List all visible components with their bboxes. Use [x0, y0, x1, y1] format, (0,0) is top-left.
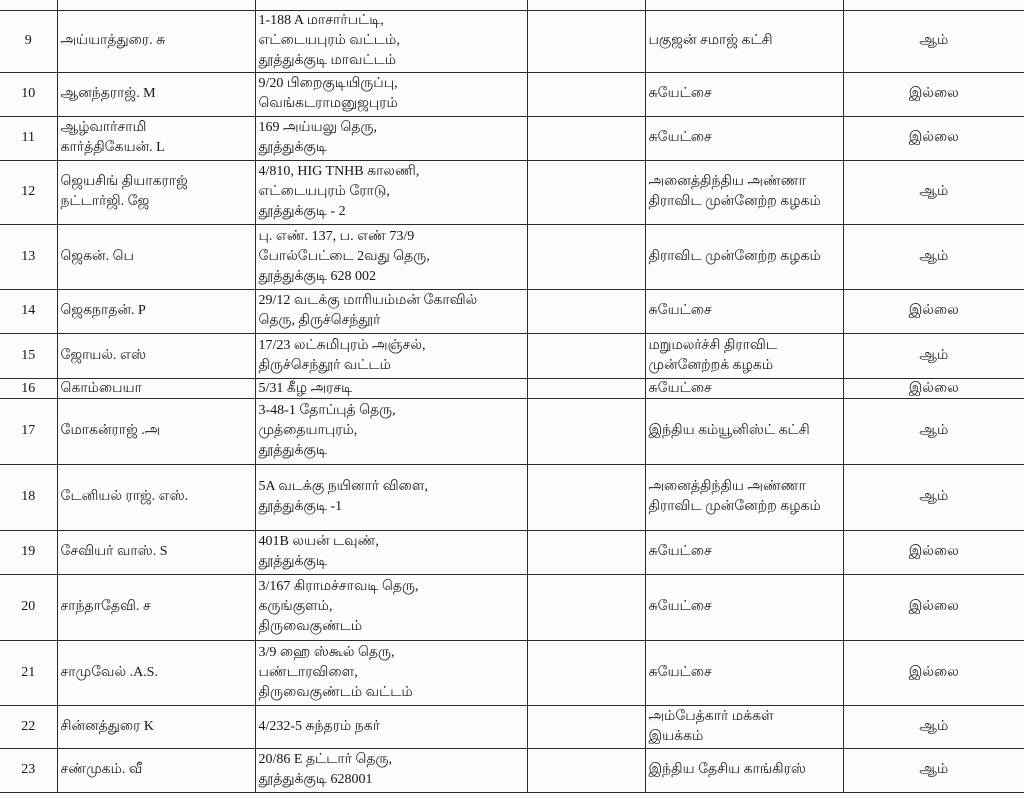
status-cell: இல்லை	[843, 530, 1024, 574]
blank-cell	[527, 289, 645, 333]
status-cell: இல்லை	[843, 640, 1024, 705]
party-cell: சுயேட்சை	[645, 289, 843, 333]
blank-cell	[527, 574, 645, 640]
status-cell: இல்லை	[843, 574, 1024, 640]
party-cell: இந்திய கம்யூனிஸ்ட் கட்சி	[645, 398, 843, 464]
status-cell: ஆம்	[843, 160, 1024, 224]
table-row	[0, 398, 1024, 464]
blank-cell	[527, 398, 645, 464]
serial-number-cell: 18	[0, 464, 57, 530]
serial-number-cell: 11	[0, 116, 57, 160]
address-cell: 1-188 A மாசார்பட்டி, எட்டையபுரம் வட்டம், தூத்துக்குடி மாவட்டம்	[255, 10, 527, 72]
status-cell: ஆம்	[843, 224, 1024, 289]
address-cell: 4/810, HIG TNHB காலணி, எட்டையபுரம் ரோடு, தூத்துக்குடி - 2	[255, 160, 527, 224]
party-cell: சுயேட்சை	[645, 574, 843, 640]
address-cell: 29/12 வடக்கு மாரியம்மன் கோவில் தெரு, திருச்செந்தூர்	[255, 289, 527, 333]
party-cell: அனைத்திந்திய அண்ணா திராவிட முன்னேற்ற கழகம்	[645, 464, 843, 530]
partial-cell	[527, 0, 645, 10]
address-cell: 17/23 லட்சுமிபுரம் அஞ்சல், திருச்செந்தூர் வட்டம்	[255, 333, 527, 378]
status-cell: ஆம்	[843, 748, 1024, 792]
candidate-name-cell: ஆழ்வார்சாமி கார்த்திகேயன். L	[57, 116, 255, 160]
address-cell: 3-48-1 தோப்புத் தெரு, முத்தையாபுரம், தூத்துக்குடி	[255, 398, 527, 464]
party-cell: சுயேட்சை	[645, 72, 843, 116]
blank-cell	[527, 640, 645, 705]
party-cell: சுயேட்சை	[645, 640, 843, 705]
serial-number-cell: 13	[0, 224, 57, 289]
candidate-name-cell: சாந்தாதேவி. ச	[57, 574, 255, 640]
address-cell: 169 அய்யலு தெரு, தூத்துக்குடி	[255, 116, 527, 160]
serial-number-cell: 22	[0, 705, 57, 748]
party-cell: மறுமலர்ச்சி திராவிட முன்னேற்றக் கழகம்	[645, 333, 843, 378]
status-cell: இல்லை	[843, 378, 1024, 398]
table-row	[0, 160, 1024, 224]
table-row	[0, 530, 1024, 574]
table-row	[0, 378, 1024, 398]
blank-cell	[527, 224, 645, 289]
serial-number-cell: 19	[0, 530, 57, 574]
status-cell: இல்லை	[843, 289, 1024, 333]
table-row	[0, 333, 1024, 378]
candidate-name-cell: ஜோயல். எஸ்	[57, 333, 255, 378]
blank-cell	[527, 116, 645, 160]
serial-number-cell: 21	[0, 640, 57, 705]
candidate-name-cell: சண்முகம். வீ	[57, 748, 255, 792]
blank-cell	[527, 10, 645, 72]
address-cell: 4/232-5 சுந்தரம் நகர்	[255, 705, 527, 748]
table-row	[0, 574, 1024, 640]
candidate-name-cell: ஜெயசிங் தியாகராஜ் நட்டார்ஜி. ஜே	[57, 160, 255, 224]
party-cell: பகுஜன் சமாஜ் கட்சி	[645, 10, 843, 72]
table-row	[0, 116, 1024, 160]
status-cell: ஆம்	[843, 398, 1024, 464]
table-row	[0, 10, 1024, 72]
party-cell: அனைத்திந்திய அண்ணா திராவிட முன்னேற்ற கழகம்	[645, 160, 843, 224]
candidate-name-cell: அய்யாத்துரை. சு	[57, 10, 255, 72]
blank-cell	[527, 378, 645, 398]
party-cell: சுயேட்சை	[645, 530, 843, 574]
table-row	[0, 289, 1024, 333]
candidate-name-cell: சேவியர் வாஸ். S	[57, 530, 255, 574]
blank-cell	[527, 72, 645, 116]
candidate-name-cell: ஆனந்தராஜ். M	[57, 72, 255, 116]
address-cell: பு. எண். 137, ப. எண் 73/9 போல்பேட்டை 2வது தெரு, தூத்துக்குடி 628 002	[255, 224, 527, 289]
serial-number-cell: 14	[0, 289, 57, 333]
candidate-name-cell: டேனியல் ராஜ். எஸ்.	[57, 464, 255, 530]
serial-number-cell: 16	[0, 378, 57, 398]
table-row	[0, 640, 1024, 705]
candidate-name-cell: ஜெகநாதன். P	[57, 289, 255, 333]
address-cell: 401B லயன் டவுண், தூத்துக்குடி	[255, 530, 527, 574]
table-row	[0, 464, 1024, 530]
status-cell: இல்லை	[843, 116, 1024, 160]
serial-number-cell: 20	[0, 574, 57, 640]
blank-cell	[527, 530, 645, 574]
candidate-name-cell: ஜெகன். பெ	[57, 224, 255, 289]
address-cell: 3/9 ஹை ஸ்கூல் தெரு, பண்டாரவிளை, திருவைகுண்டம் வட்டம்	[255, 640, 527, 705]
party-cell: அம்பேத்கார் மக்கள் இயக்கம்	[645, 705, 843, 748]
serial-number-cell: 12	[0, 160, 57, 224]
status-cell: ஆம்	[843, 464, 1024, 530]
blank-cell	[527, 333, 645, 378]
party-cell: இந்திய தேசிய காங்கிரஸ்	[645, 748, 843, 792]
serial-number-cell: 23	[0, 748, 57, 792]
party-cell: சுயேட்சை	[645, 378, 843, 398]
status-cell: ஆம்	[843, 705, 1024, 748]
status-cell: ஆம்	[843, 10, 1024, 72]
candidate-name-cell: மோகன்ராஜ் .அ	[57, 398, 255, 464]
table-row	[0, 705, 1024, 748]
partial-cell	[0, 0, 57, 10]
party-cell: சுயேட்சை	[645, 116, 843, 160]
table-row	[0, 224, 1024, 289]
status-cell: இல்லை	[843, 72, 1024, 116]
partial-cell	[255, 0, 527, 10]
blank-cell	[527, 705, 645, 748]
party-cell: திராவிட முன்னேற்ற கழகம்	[645, 224, 843, 289]
blank-cell	[527, 464, 645, 530]
serial-number-cell: 10	[0, 72, 57, 116]
candidate-name-cell: சாமுவேல் .A.S.	[57, 640, 255, 705]
address-cell: 20/86 E தட்டார் தெரு, தூத்துக்குடி 628001	[255, 748, 527, 792]
candidate-name-cell: கொம்பையா	[57, 378, 255, 398]
address-cell: 5A வடக்கு நயினார் விளை, தூத்துக்குடி -1	[255, 464, 527, 530]
blank-cell	[527, 748, 645, 792]
address-cell: 9/20 பிறைகுடியிருப்பு, வெங்கடராமனுஜபுரம்	[255, 72, 527, 116]
partial-cell	[645, 0, 843, 10]
partial-cell	[57, 0, 255, 10]
table-row	[0, 748, 1024, 792]
partial-cell	[843, 0, 1024, 10]
address-cell: 5/31 கீழ அரசடி	[255, 378, 527, 398]
serial-number-cell: 9	[0, 10, 57, 72]
serial-number-cell: 15	[0, 333, 57, 378]
blank-cell	[527, 160, 645, 224]
candidate-name-cell: சின்னத்துரை K	[57, 705, 255, 748]
table-row-partial	[0, 0, 1024, 10]
address-cell: 3/167 கிராமச்சாவடி தெரு, கருங்குளம், திருவைகுண்டம்	[255, 574, 527, 640]
status-cell: ஆம்	[843, 333, 1024, 378]
table-row	[0, 72, 1024, 116]
serial-number-cell: 17	[0, 398, 57, 464]
